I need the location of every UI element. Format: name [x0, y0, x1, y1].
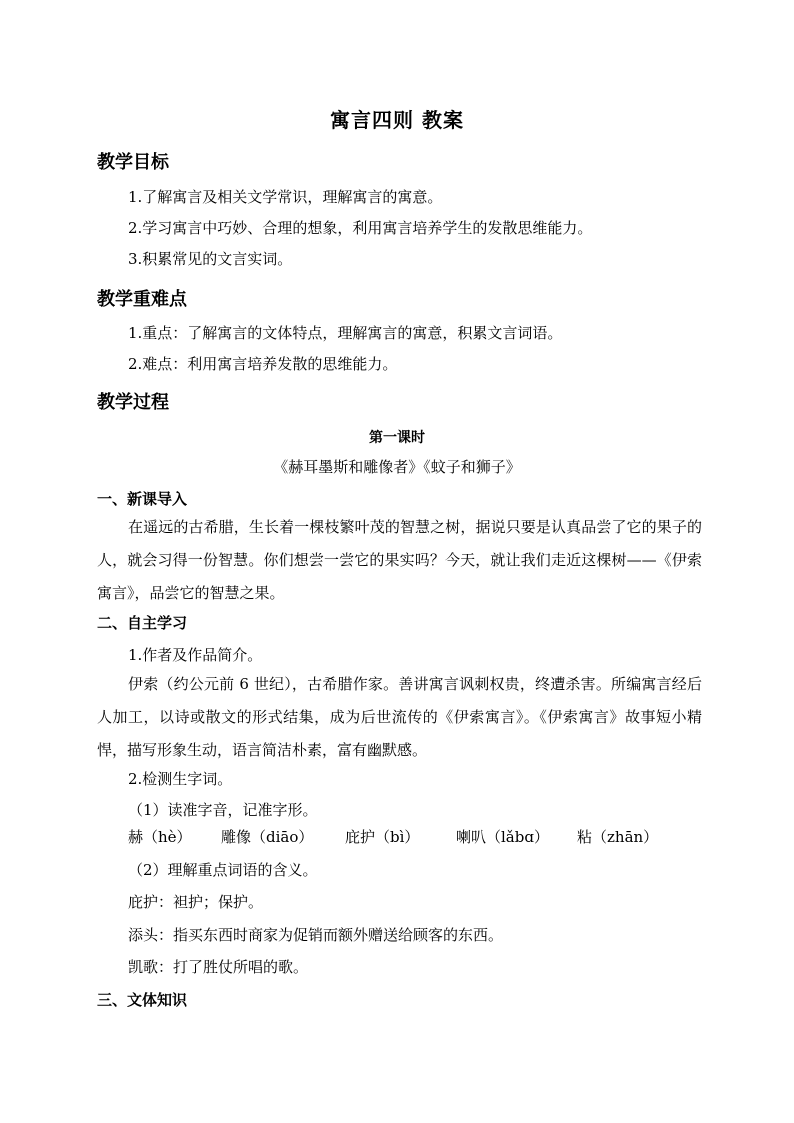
key-points-heading: 教学重难点: [97, 289, 187, 310]
lesson-titles: 《赫耳墨斯和雕像者》《蚊子和狮子》: [273, 458, 521, 476]
objective-item-2: 2.学习寓言中巧妙、合理的想象，利用寓言培养学生的发散思维能力。: [128, 219, 593, 237]
process-heading: 教学过程: [97, 392, 169, 413]
section-1-heading: 一、新课导入: [97, 490, 188, 508]
vocab-item: 庇护（bì）: [345, 828, 420, 846]
definition-item: 凯歌：打了胜仗所唱的歌。: [128, 958, 309, 976]
vocab-item: 雕像（diāo）: [221, 828, 314, 846]
definition-item: 添头：指买东西时商家为促销而额外赠送给顾客的东西。: [128, 926, 504, 944]
key-point-item-2: 2.难点：利用寓言培养发散的思维能力。: [128, 355, 398, 373]
pronunciation-label: （1）读准字音，记准字形。: [128, 801, 318, 819]
section-2-heading: 二、自主学习: [97, 614, 188, 632]
author-intro-label: 1.作者及作品简介。: [128, 646, 263, 664]
vocab-item: 粘（zhān）: [577, 828, 659, 846]
objectives-heading: 教学目标: [97, 152, 169, 173]
meaning-label: （2）理解重点词语的含义。: [128, 861, 318, 879]
section-3-heading: 三、文体知识: [97, 991, 188, 1009]
lesson-label: 第一课时: [369, 430, 425, 446]
objective-item-1: 1.了解寓言及相关文学常识，理解寓言的寓意。: [128, 188, 443, 206]
vocab-item: 赫（hè）: [128, 828, 192, 846]
objective-item-3: 3.积累常见的文言实词。: [128, 250, 293, 268]
vocab-item: 喇叭（lǎbɑ）: [456, 828, 549, 846]
vocab-check-label: 2.检测生字词。: [128, 770, 233, 788]
author-paragraph: 伊索（约公元前 6 世纪），古希腊作家。善讲寓言讽刺权贵，终遭杀害。所编寓言经后人加工，以诗或散文的形式结集，成为后世流传的《伊索寓言》。《伊索寓言》故事短小精悍，描写形象生动，语言简洁朴素，富有幽默感。: [97, 675, 702, 759]
key-point-item-1: 1.重点：了解寓言的文体特点，理解寓言的寓意，积累文言词语。: [128, 324, 563, 342]
document-title: 寓言四则 教案: [330, 108, 464, 132]
section-1-paragraph: 在遥远的古希腊，生长着一棵枝繁叶茂的智慧之树，据说只要是认真品尝了它的果子的人，就会习得一份智慧。你们想尝一尝它的果实吗？今天，就让我们走近这棵树——《伊索寓言》，品尝它的智慧之果。: [97, 518, 702, 602]
definition-item: 庇护：袒护；保护。: [128, 893, 264, 911]
